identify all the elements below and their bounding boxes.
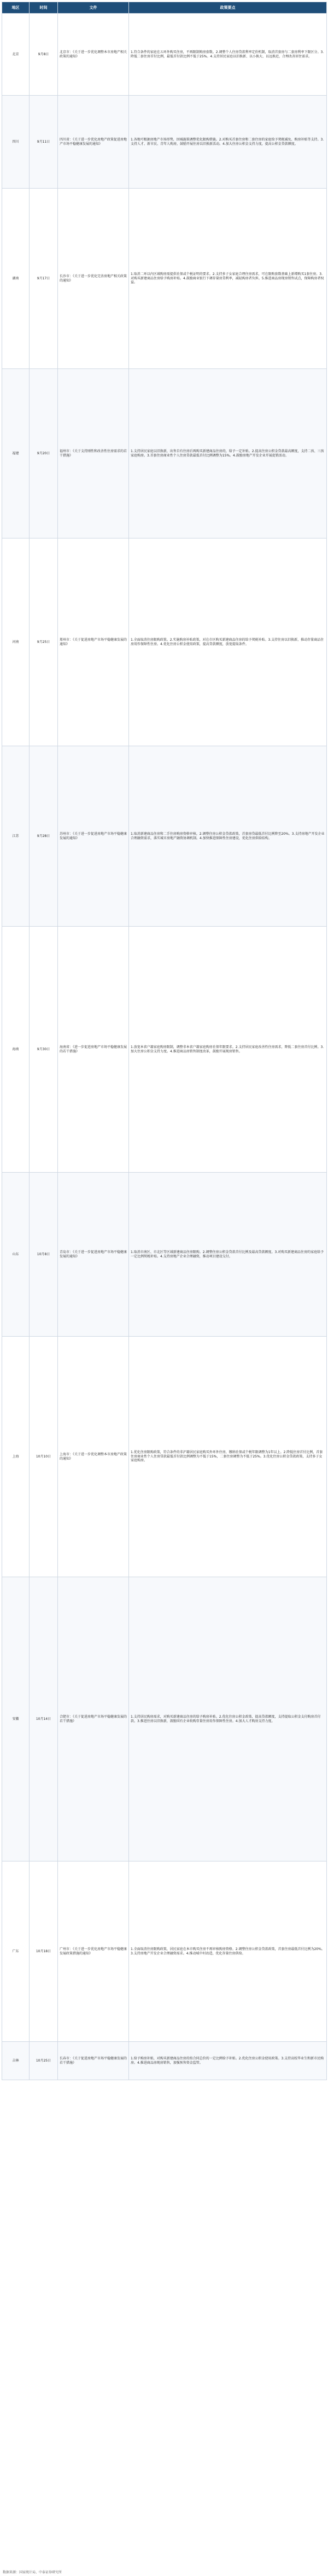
source-note: 数据来源：国家统计局、中泰证券研究所 <box>3 2571 62 2574</box>
header-title: 文件 <box>58 2 129 14</box>
row-title: 苏州市：《关于进一步促进房地产市场平稳健康发展的通知》 <box>58 746 129 927</box>
row-date: 10月10日 <box>30 1337 58 1577</box>
row-title: 上海市：《关于进一步优化调整本市房地产政策的通知》 <box>58 1337 129 1577</box>
row-date: 10月8日 <box>30 1173 58 1337</box>
row-region: 安徽 <box>2 1577 30 1861</box>
row-date: 10月18日 <box>30 1861 58 2042</box>
header-date: 时间 <box>30 2 58 14</box>
row-region: 北京 <box>2 14 30 96</box>
row-title: 福州市：《关于支持刚性和改善性住房需求的若干措施》 <box>58 369 129 538</box>
row-title: 海南省：《进一步促进房地产市场平稳健康发展的若干措施》 <box>58 927 129 1173</box>
row-region: 吉林 <box>2 2042 30 2080</box>
row-date: 9月25日 <box>30 538 58 746</box>
table-row <box>2 927 327 1173</box>
row-date: 9月11日 <box>30 96 58 189</box>
row-content: 1.全面取消住房限购政策，居民家庭在本市购买住房不再审核购房资格。2.调整住房公积金贷款政策，首套住房最低首付比例为20%。3.支持房地产开发企业合理融资需求。4.推动城中村改造，优化存量住房供给。 <box>129 1861 327 2042</box>
table-row <box>2 1861 327 2042</box>
row-content: 1.符合条件的家庭在五环外购买住房，不再限制购房套数。2.调整个人住房贷款利率定价机制，取消首套房与二套房利率下限区分。3.降低二套住房首付比例，最低首付款比例不低于25%。4.支持居民家庭以旧换新、以小换大、以远换近，合理改善居住需求。 <box>129 14 327 96</box>
table-row <box>2 1173 327 1337</box>
row-region: 河南 <box>2 538 30 746</box>
row-content: 1.支持居民家庭以旧换新，出售自有住房后再购买新建商品住房的，给予一定补贴。2.提高住房公积金贷款最高额度，支持二孩、三孩家庭购房。3.首套住房商业性个人住房贷款最低首付比例调整为15%。4.鼓励房地产开发企业开展促销活动。 <box>129 369 327 538</box>
table-row <box>2 369 327 538</box>
row-title: 长沙市：《关于进一步优化完善房地产相关政策的通知》 <box>58 189 129 369</box>
row-title: 合肥市：《关于促进房地产市场平稳健康发展的若干措施》 <box>58 1577 129 1861</box>
row-content: 1.各地可根据房地产市场形势，因城施策调整优化限购措施。2.对购买首套住房和二套住房的家庭给予契税减免、购房补贴等支持。3.支持人才、新市民、青年人购房，鼓励开展住房以旧换新活动。4.加大住房公积金支持力度，提高公积金贷款额度。 <box>129 96 327 189</box>
row-title: 郑州市：《关于促进房地产市场平稳健康发展的通知》 <box>58 538 129 746</box>
row-region: 山东 <box>2 1173 30 1337</box>
row-title: 青岛市：《关于进一步促进房地产市场平稳健康发展的通知》 <box>58 1173 129 1337</box>
row-content: 1.全面取消住房限购政策。2.实施购房补贴政策，对在市区购买新建商品住房的给予契税补贴。3.支持住房以旧换新，推动存量商品住房用作保障性住房。4.优化住房公积金使用政策，提高贷款额度，放宽提取条件。 <box>129 538 327 746</box>
row-region: 江苏 <box>2 746 30 927</box>
row-region: 上海 <box>2 1337 30 1577</box>
header-region: 地区 <box>2 2 30 14</box>
table-row <box>2 189 327 369</box>
row-date: 9月8日 <box>30 14 58 96</box>
row-date: 10月14日 <box>30 1577 58 1861</box>
row-date: 9月28日 <box>30 746 58 927</box>
row-content: 1.优化住房限购政策，符合条件的非沪籍居民家庭购买外环外住房，缴纳社保或个税年限调整为1年以上。2.降低住房首付比例，首套住房商业性个人住房贷款最低首付款比例调整为不低于15%，二套住房调整为不低于25%。3.优化住房公积金贷款政策，支持多子女家庭购房。 <box>129 1337 327 1577</box>
row-title: 广州市：《关于进一步优化房地产市场平稳健康发展政策措施的通知》 <box>58 1861 129 2042</box>
table-row <box>2 1577 327 1861</box>
row-date: 9月17日 <box>30 189 58 369</box>
row-region: 福建 <box>2 369 30 538</box>
row-region: 海南 <box>2 927 30 1173</box>
header-content: 政策要点 <box>129 2 327 14</box>
policy-table <box>2 2 327 2080</box>
row-region: 湖南 <box>2 189 30 369</box>
row-content: 1.支持居民购房需求，对购买新建商品住房的给予购房补贴。2.优化住房公积金政策，提高贷款额度，支持提取公积金支付购房首付款。3.推进住房以旧换新，鼓励国有企业收购存量住房用作保障性住房。4.加大人才购房支持力度。 <box>129 1577 327 1861</box>
table-row <box>2 96 327 189</box>
row-date: 9月30日 <box>30 927 58 1173</box>
row-region: 广东 <box>2 1861 30 2042</box>
row-title: 四川省：《关于进一步优化房地产政策促进房地产市场平稳健康发展的通知》 <box>58 96 129 189</box>
row-title: 北京市：《关于进一步优化调整本市房地产相关政策的通知》 <box>58 14 129 96</box>
row-content: 1.给予购房补贴，对购买新建商品住房的按合同总价的一定比例给予补贴。2.优化住房公积金使用政策。3.支持高校毕业生和新市民购房。4.推进商品房现房销售，加强预售资金监管。 <box>129 2042 327 2080</box>
table-row <box>2 538 327 746</box>
table-header-row <box>2 2 327 14</box>
row-title: 长春市：《关于促进房地产市场平稳健康发展的若干措施》 <box>58 2042 129 2080</box>
table-row <box>2 14 327 96</box>
row-content: 1.取消二环以内区域购房需提供社保或个税证明的要求。2.支持多子女家庭合理住房需求，可在限购套数基础上新增购买1套住房。3.对购买新建商品住房给予购房补贴。4.鼓励商业银行下调存量房贷利率，减轻购房者负担。5.推进商品房现房销售试点，保障购房者权益。 <box>129 189 327 369</box>
table-row <box>2 2042 327 2080</box>
row-date: 10月25日 <box>30 2042 58 2080</box>
row-content: 1.取消市南区、市北区等区域新建商品住房限购。2.调整住房公积金贷款首付比例及最高贷款额度。3.对购买新建商品住房的家庭给予一定比例契税补贴。4.支持房地产企业合理融资，推动项目建设交付。 <box>129 1173 327 1337</box>
table-row <box>2 746 327 927</box>
row-date: 9月20日 <box>30 369 58 538</box>
row-region: 四川 <box>2 96 30 189</box>
row-content: 1.放宽本省户籍家庭购房限制，调整非本省户籍家庭购房社保年限要求。2.支持居民家庭改善性住房需求，降低二套住房首付比例。3.加大住房公积金支持力度。4.推进商品房销售制度改革，鼓励开展现房销售。 <box>129 927 327 1173</box>
table-body <box>2 14 327 2080</box>
row-content: 1.取消新建商品住房和二手住房购房资格审核。2.调整住房公积金贷款政策，首套房贷最低首付比例降至20%。3.支持房地产开发企业合理融资需求，落实城市房地产融资协调机制。4.加快推进保障性住房建设，优化住房供给结构。 <box>129 746 327 927</box>
table-row <box>2 1337 327 1577</box>
